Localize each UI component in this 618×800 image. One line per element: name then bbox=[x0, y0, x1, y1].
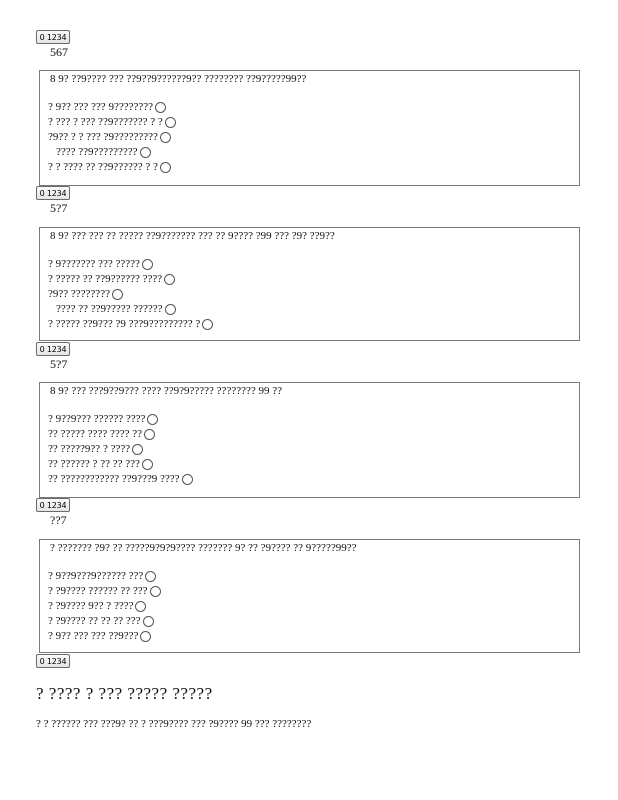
option-item[interactable] bbox=[48, 614, 161, 629]
option-label: ?? ???????????? ??9???9 ???? bbox=[48, 473, 180, 485]
option-item[interactable] bbox=[48, 457, 193, 472]
radio-button[interactable] bbox=[143, 616, 154, 627]
option-label: ? 9??????? ??? ????? bbox=[48, 258, 140, 270]
option-item[interactable] bbox=[48, 115, 176, 130]
submit-button-2[interactable]: 0 1234 bbox=[36, 186, 70, 200]
option-item[interactable] bbox=[48, 599, 161, 614]
question-text-1: 8 9? ??9???? ??? ??9??9??????9?? ???????? ??9?????99?? bbox=[50, 73, 307, 85]
option-label: ?? ?????9?? ? ???? bbox=[48, 443, 131, 455]
option-list-1 bbox=[48, 100, 176, 175]
option-item[interactable] bbox=[48, 302, 213, 317]
option-label: ?? ????? ???? ???? ?? bbox=[48, 428, 142, 440]
answer-count-1: 567 bbox=[50, 45, 68, 59]
option-label: ? ?9???? ?????? ?? ??? bbox=[48, 585, 148, 597]
radio-button[interactable] bbox=[132, 444, 143, 455]
footer-text: ? ? ?????? ??? ???9? ?? ? ???9???? ??? ?9???? 99 ??? ???????? bbox=[36, 718, 312, 730]
radio-button[interactable] bbox=[147, 414, 158, 425]
option-item[interactable] bbox=[48, 584, 161, 599]
option-label: ? 9??9??? ?????? ???? bbox=[48, 413, 146, 425]
option-label: ???? ??9????????? bbox=[56, 146, 138, 158]
option-label: ? ?9???? 9?? ? ???? bbox=[48, 600, 134, 612]
radio-button[interactable] bbox=[160, 132, 171, 143]
option-item[interactable] bbox=[48, 317, 213, 332]
submit-button-3[interactable]: 0 1234 bbox=[36, 342, 70, 356]
option-item[interactable] bbox=[48, 629, 161, 644]
option-label: ? ????? ??9??? ?9 ???9????????? ? bbox=[48, 318, 201, 330]
option-label: ? 9??9???9?????? ??? bbox=[48, 570, 144, 582]
question-panel-3 bbox=[39, 382, 580, 498]
option-item[interactable] bbox=[48, 287, 213, 302]
option-item[interactable] bbox=[48, 145, 176, 160]
option-item[interactable] bbox=[48, 272, 213, 287]
radio-button[interactable] bbox=[140, 631, 151, 642]
option-item[interactable] bbox=[48, 427, 193, 442]
radio-button[interactable] bbox=[164, 274, 175, 285]
radio-button[interactable] bbox=[142, 259, 153, 270]
answer-count-2: 5?7 bbox=[50, 201, 68, 215]
radio-button[interactable] bbox=[155, 102, 166, 113]
question-text-3: 8 9? ??? ???9??9??? ???? ??9?9????? ???????? 99 ?? bbox=[50, 385, 282, 397]
option-label: ?? ?????? ? ?? ?? ??? bbox=[48, 458, 140, 470]
question-text-2: 8 9? ??? ??? ?? ????? ??9??????? ??? ?? 9???? ?99 ??? ?9? ??9?? bbox=[50, 230, 335, 242]
option-label: ? ? ???? ?? ??9?????? ? ? bbox=[48, 161, 158, 173]
radio-button[interactable] bbox=[150, 586, 161, 597]
radio-button[interactable] bbox=[182, 474, 193, 485]
option-list-3 bbox=[48, 412, 193, 487]
answer-count-3: 5?7 bbox=[50, 357, 68, 371]
radio-button[interactable] bbox=[165, 117, 176, 128]
option-item[interactable] bbox=[48, 257, 213, 272]
radio-button[interactable] bbox=[144, 429, 155, 440]
question-panel-4 bbox=[39, 539, 580, 653]
option-label: ? 9?? ??? ??? ??9??? bbox=[48, 630, 139, 642]
section-heading: ? ???? ? ??? ????? ????? bbox=[36, 684, 213, 703]
option-item[interactable] bbox=[48, 472, 193, 487]
option-label: ?9?? ? ? ??? ?9????????? bbox=[48, 131, 158, 143]
option-label: ? ????? ?? ??9?????? ???? bbox=[48, 273, 163, 285]
question-panel-2 bbox=[39, 227, 580, 341]
option-label: ? ?9???? ?? ?? ?? ??? bbox=[48, 615, 141, 627]
submit-button-4[interactable]: 0 1234 bbox=[36, 498, 70, 512]
radio-button[interactable] bbox=[140, 147, 151, 158]
radio-button[interactable] bbox=[202, 319, 213, 330]
option-label: ?9?? ???????? bbox=[48, 288, 110, 300]
radio-button[interactable] bbox=[112, 289, 123, 300]
radio-button[interactable] bbox=[135, 601, 146, 612]
option-item[interactable] bbox=[48, 569, 161, 584]
option-label: ???? ?? ??9????? ?????? bbox=[56, 303, 163, 315]
option-label: ? 9?? ??? ??? 9???????? bbox=[48, 101, 153, 113]
option-list-4 bbox=[48, 569, 161, 644]
radio-button[interactable] bbox=[165, 304, 176, 315]
option-item[interactable] bbox=[48, 412, 193, 427]
option-item[interactable] bbox=[48, 130, 176, 145]
question-text-4: ? ??????? ?9? ?? ?????9?9?9???? ??????? 9? ?? ?9???? ?? 9?????99?? bbox=[50, 542, 357, 554]
option-item[interactable] bbox=[48, 442, 193, 457]
option-item[interactable] bbox=[48, 160, 176, 175]
question-panel-1 bbox=[39, 70, 580, 186]
radio-button[interactable] bbox=[145, 571, 156, 582]
option-label: ? ??? ? ??? ??9??????? ? ? bbox=[48, 116, 163, 128]
option-item[interactable] bbox=[48, 100, 176, 115]
radio-button[interactable] bbox=[160, 162, 171, 173]
answer-count-4: ??7 bbox=[50, 513, 67, 527]
option-list-2 bbox=[48, 257, 213, 332]
submit-button-5[interactable]: 0 1234 bbox=[36, 654, 70, 668]
radio-button[interactable] bbox=[142, 459, 153, 470]
submit-button-1[interactable]: 0 1234 bbox=[36, 30, 70, 44]
